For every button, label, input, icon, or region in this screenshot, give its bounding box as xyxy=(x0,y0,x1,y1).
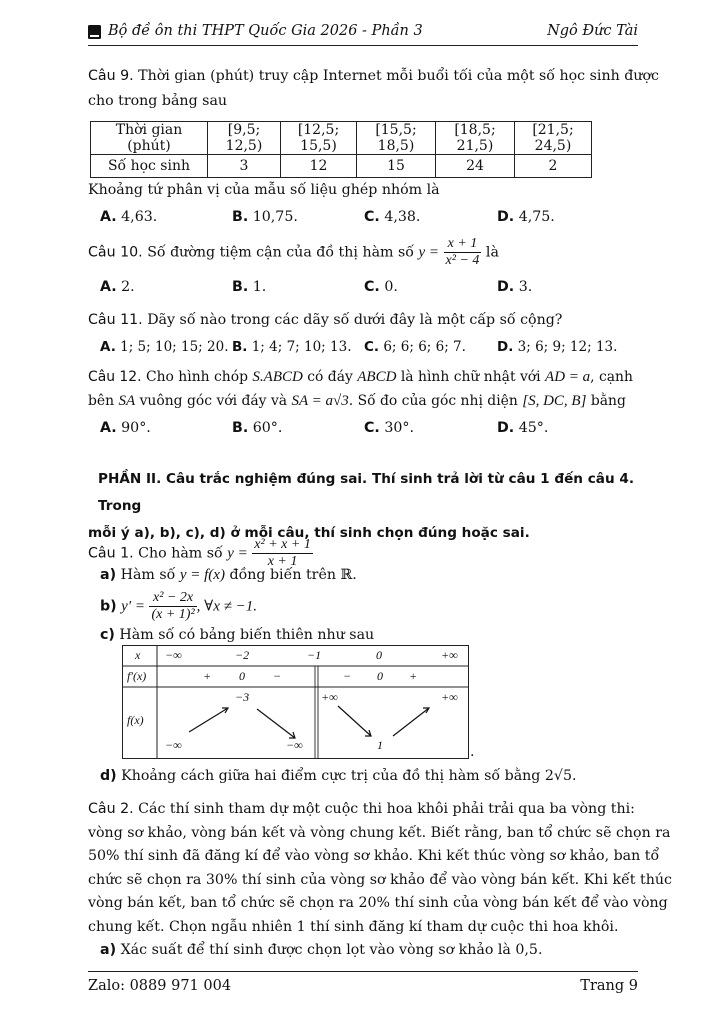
q11-option-c[interactable]: C. 6; 6; 6; 6; 7. xyxy=(364,339,466,355)
item-math: y = f(x) xyxy=(179,567,225,583)
c2-line: 50% thí sinh đã đăng kí để vào vòng sơ khảo. Khi kết thúc vòng sơ khảo, ban tổ xyxy=(88,848,660,864)
c1-item-b xyxy=(100,590,257,623)
q10-option-c[interactable]: C. 0. xyxy=(364,279,398,295)
book-icon xyxy=(88,25,101,39)
q12-option-c[interactable]: C. 30°. xyxy=(364,420,414,436)
q12-label: Câu 12. xyxy=(88,369,142,385)
q12-line1 xyxy=(88,369,633,386)
q10-fraction xyxy=(444,236,482,269)
c1b-denominator: (x + 1)² xyxy=(151,607,195,622)
c2-paragraph xyxy=(88,798,672,939)
footer-rule xyxy=(88,971,638,972)
q12-option-a[interactable]: A. 90°. xyxy=(100,420,151,436)
vt-x-label: x xyxy=(135,648,141,662)
item-math: , ∀x ≠ −1. xyxy=(196,598,257,615)
c2-line: vòng sơ khảo, vòng bán kết và vòng chung kết. Biết rằng, ban tổ chức sẽ chọn ra xyxy=(88,824,671,841)
q10-tail: là xyxy=(485,244,499,261)
vt-f-label: f(x) xyxy=(127,713,144,727)
q9-line1 xyxy=(88,68,659,84)
q9-question: Khoảng tứ phân vị của mẫu số liệu ghép nhóm là xyxy=(88,182,440,198)
q11-label: Câu 11. xyxy=(88,312,143,328)
q9-option-a[interactable]: A. 4,63. xyxy=(100,209,158,225)
q12-text: bằng xyxy=(590,393,626,409)
item-text: Hàm số có bảng biến thiên như sau xyxy=(119,627,375,643)
vt-fp-label: f′(x) xyxy=(127,669,147,683)
vt-f-val: 1 xyxy=(377,738,383,752)
header-rule xyxy=(88,45,638,46)
part2-line2: mỗi ý a), b), c), d) ở mỗi câu, thí sinh chọn đúng hoặc sai. xyxy=(88,525,530,541)
item-text: Khoảng cách giữa hai điểm cực trị của đồ thị hàm số bằng 2√5. xyxy=(121,768,577,784)
header-title: Bộ đề ôn thi THPT Quốc Gia 2026 - Phần 3 xyxy=(108,23,423,39)
q12-text: bên xyxy=(88,393,115,409)
item-label: a) xyxy=(100,567,117,583)
c2-item-a xyxy=(100,942,542,958)
c2-line: chung kết. Chọn ngẫu nhiên 1 thí sinh đăng kí tham dự cuộc thi hoa khôi. xyxy=(88,918,619,935)
c1-item-a xyxy=(100,567,357,584)
c1-item-d xyxy=(100,768,576,784)
c1-fraction xyxy=(252,537,313,570)
q12-math: S.ABCD xyxy=(252,369,303,385)
c1-denominator: x + 1 xyxy=(267,554,298,569)
vt-x-val: +∞ xyxy=(441,648,458,662)
q9-line2 xyxy=(88,93,227,109)
header-author: Ngô Đức Tài xyxy=(547,23,638,39)
table-cell: Thời gian (phút) xyxy=(91,122,208,155)
variation-table xyxy=(122,645,469,759)
vt-trailing-dot: . xyxy=(470,744,475,760)
part2-heading xyxy=(88,466,640,547)
q12-text: là hình chữ nhật với xyxy=(400,369,541,385)
q12-math: SA xyxy=(118,393,136,409)
q10-line xyxy=(88,236,499,269)
q12-math: AD = a xyxy=(545,369,591,385)
q10-numerator: x + 1 xyxy=(444,236,482,253)
vt-x-val: −1 xyxy=(307,648,322,662)
c2-line: vòng bán kết, ban tổ chức sẽ chọn ra 20% thí sinh của vòng bán kết để vào vòng xyxy=(88,895,668,911)
c2-line: chức sẽ chọn ra 30% thí sinh của vòng sơ khảo để vào vòng bán kết. Khi kết thúc xyxy=(88,871,672,888)
item-label: a) xyxy=(100,942,117,958)
c1-line xyxy=(88,537,313,570)
vt-fp-sign: 0 xyxy=(377,669,383,683)
q12-option-b[interactable]: B. 60°. xyxy=(232,420,283,436)
q9-text1: Thời gian (phút) truy cập Internet mỗi buổi tối của một số học sinh được xyxy=(138,68,659,84)
vt-fp-sign: + xyxy=(409,669,418,683)
vt-fp-sign: 0 xyxy=(239,669,245,683)
q10-label: Câu 10. xyxy=(88,244,143,261)
q10-option-b[interactable]: B. 1. xyxy=(232,279,267,295)
q11-text: Dãy số nào trong các dãy số dưới đây là một cấp số cộng? xyxy=(147,312,563,328)
vt-fp-sign: − xyxy=(273,669,282,683)
vt-x-val: −2 xyxy=(235,648,250,662)
vt-fp-sign: + xyxy=(203,669,212,683)
q12-text: . Số đo của góc nhị diện xyxy=(348,393,518,409)
table-cell: [18,5; 21,5) xyxy=(436,122,515,155)
q11-line xyxy=(88,312,562,328)
vt-fp-sign: − xyxy=(343,669,352,683)
vt-f-val: −∞ xyxy=(165,738,182,752)
c1-func-lhs: y = xyxy=(227,545,248,562)
table-cell: 3 xyxy=(208,155,281,178)
table-cell: [12,5; 15,5) xyxy=(281,122,357,155)
q12-math: ABCD xyxy=(357,369,397,385)
table-cell: Số học sinh xyxy=(91,155,208,178)
item-math: y′ = xyxy=(121,598,145,615)
item-label: b) xyxy=(100,598,117,615)
table-cell: 24 xyxy=(436,155,515,178)
q12-math: SA = a√3 xyxy=(291,393,349,409)
q12-text: , cạnh xyxy=(590,369,633,385)
item-label: c) xyxy=(100,627,115,643)
c1b-fraction xyxy=(149,590,196,623)
q9-text2: cho trong bảng sau xyxy=(88,93,228,109)
q9-option-c[interactable]: C. 4,38. xyxy=(364,209,421,225)
table-row xyxy=(91,122,592,155)
vt-f-val: −∞ xyxy=(286,738,303,752)
table-cell: [15,5; 18,5) xyxy=(357,122,436,155)
c1-label: Câu 1. xyxy=(88,545,134,562)
vt-f-val: −3 xyxy=(235,690,250,704)
c2-label: Câu 2. xyxy=(88,801,134,817)
q12-math: [S, DC, B] xyxy=(522,393,587,409)
q9-label: Câu 9. xyxy=(88,68,134,84)
vt-f-val: +∞ xyxy=(321,690,338,704)
q12-text: có đáy xyxy=(307,369,353,385)
c1b-numerator: x² − 2x xyxy=(149,590,196,607)
q9-data-table xyxy=(90,121,592,178)
item-label: d) xyxy=(100,768,117,784)
q9-option-d[interactable]: D. 4,75. xyxy=(497,209,555,225)
arrow-down-2 xyxy=(338,706,371,736)
q12-text: Cho hình chóp xyxy=(145,369,248,385)
c2-line xyxy=(88,798,640,822)
table-cell: [21,5; 24,5) xyxy=(515,122,592,155)
c1-numerator: x² + x + 1 xyxy=(254,537,311,552)
table-cell: 15 xyxy=(357,155,436,178)
part2-line1: PHẦN II. Câu trắc nghiệm đúng sai. Thí sinh trả lời từ câu 1 đến câu 4. Trong xyxy=(98,471,634,514)
item-text: Hàm số xyxy=(120,567,176,583)
table-cell: 12 xyxy=(281,155,357,178)
c2-text: Các thí sinh tham dự một cuộc thi hoa khôi phải trải qua ba vòng thi: xyxy=(138,801,635,817)
vt-f-val: +∞ xyxy=(441,690,458,704)
arrow-down-1 xyxy=(257,709,295,738)
q10-denominator: x² − 4 xyxy=(445,253,480,268)
item-text: Xác suất để thí sinh được chọn lọt vào vòng sơ khảo là 0,5. xyxy=(120,942,543,958)
table-cell: [9,5; 12,5) xyxy=(208,122,281,155)
arrow-up-1 xyxy=(189,708,228,732)
q12-text: vuông góc với đáy và xyxy=(139,393,288,409)
item-text: đồng biến trên ℝ. xyxy=(229,567,357,583)
q11-option-a[interactable]: A. 1; 5; 10; 15; 20. xyxy=(100,339,229,355)
footer-page-number: Trang 9 xyxy=(580,978,638,994)
table-cell: 2 xyxy=(515,155,592,178)
table-row xyxy=(91,155,592,178)
c1-item-c xyxy=(100,627,374,643)
q10-text: Số đường tiệm cận của đồ thị hàm số xyxy=(147,244,414,261)
q11-option-d[interactable]: D. 3; 6; 9; 12; 13. xyxy=(497,339,618,355)
vt-x-val: −∞ xyxy=(165,648,182,662)
page-header xyxy=(88,20,638,44)
arrow-up-2 xyxy=(393,708,429,736)
page-footer xyxy=(88,978,638,994)
q9-option-b[interactable]: B. 10,75. xyxy=(232,209,298,225)
c1-text: Cho hàm số xyxy=(138,545,223,562)
vt-x-val: 0 xyxy=(376,648,382,662)
q12-option-d[interactable]: D. 45°. xyxy=(497,420,549,436)
q12-line2 xyxy=(88,393,626,410)
footer-contact: Zalo: 0889 971 004 xyxy=(88,978,232,994)
q10-func-lhs: y = xyxy=(418,244,440,261)
q10-option-a[interactable]: A. 2. xyxy=(100,279,135,295)
q10-option-d[interactable]: D. 3. xyxy=(497,279,533,295)
q11-option-b[interactable]: B. 1; 4; 7; 10; 13. xyxy=(232,339,352,355)
